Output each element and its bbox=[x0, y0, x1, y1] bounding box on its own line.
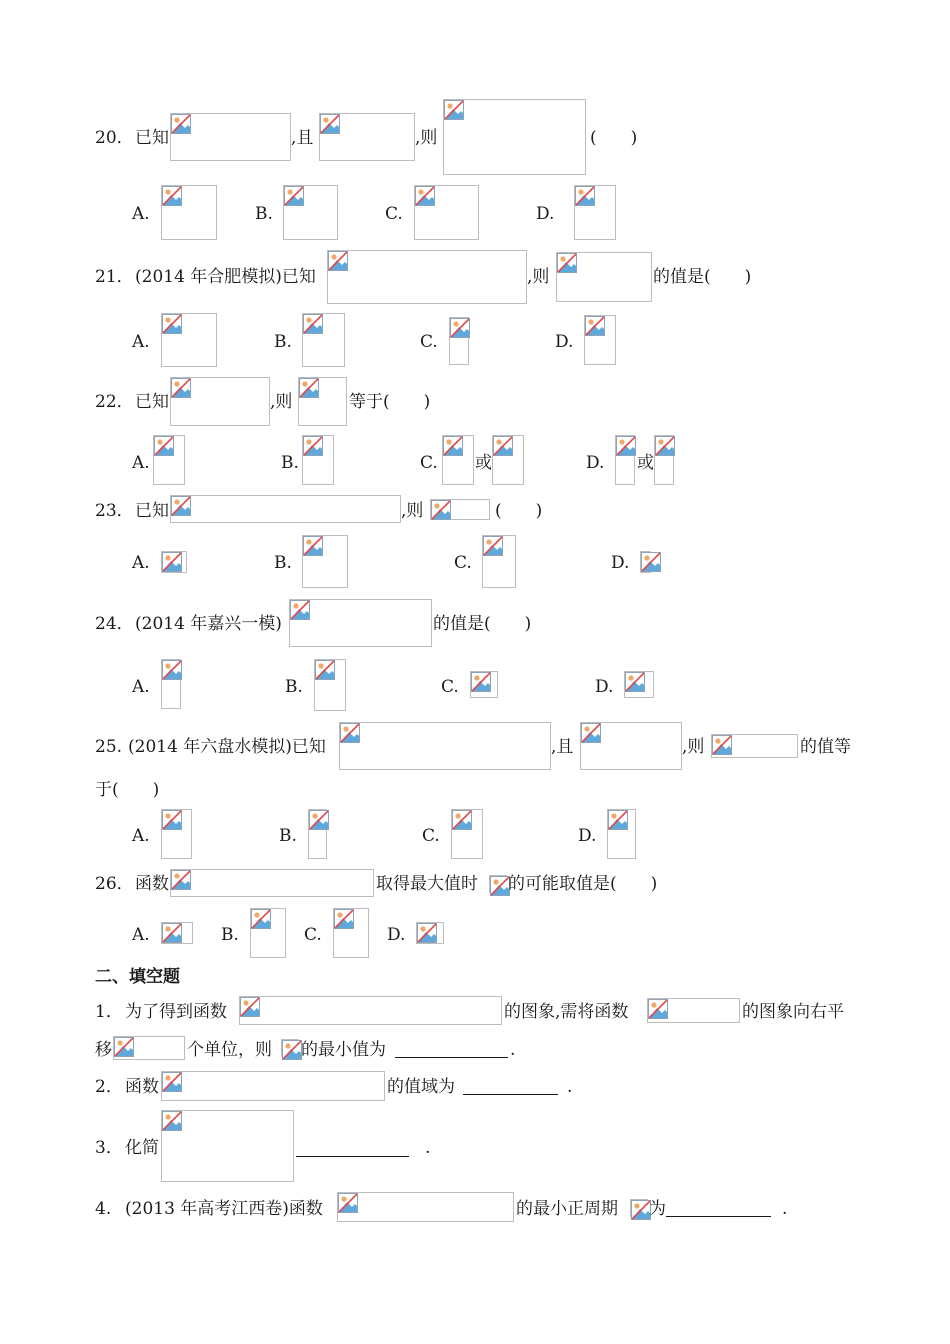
broken-image-icon bbox=[303, 436, 323, 456]
or-text: 或 bbox=[637, 453, 654, 473]
f1-number: 1． bbox=[95, 1002, 123, 1022]
q26-number: 26． bbox=[95, 874, 134, 894]
broken-image-icon bbox=[493, 436, 513, 456]
option-label: D. bbox=[536, 204, 555, 224]
option-image bbox=[492, 435, 524, 485]
broken-image-icon bbox=[585, 316, 605, 336]
broken-image-icon bbox=[625, 672, 645, 692]
broken-image-icon bbox=[171, 378, 191, 398]
broken-image-icon bbox=[490, 876, 510, 896]
q24-number: 24． bbox=[95, 614, 134, 634]
broken-image-icon bbox=[415, 186, 435, 206]
broken-image-icon bbox=[284, 186, 304, 206]
q21-number: 21． bbox=[95, 267, 134, 287]
option-image bbox=[654, 435, 674, 485]
f1-text: 的图象向右平 bbox=[742, 1002, 844, 1022]
option-image bbox=[161, 313, 217, 367]
option-label: C. bbox=[385, 204, 403, 224]
answer-blank[interactable] bbox=[395, 1056, 508, 1058]
option-image bbox=[161, 809, 192, 859]
q20-text: ,且 bbox=[291, 128, 314, 148]
broken-image-icon bbox=[114, 1037, 134, 1057]
q23-number: 23． bbox=[95, 501, 134, 521]
formula-image bbox=[711, 734, 798, 758]
formula-image bbox=[327, 250, 527, 304]
f4-text: (2013 年高考江西卷)函数 bbox=[125, 1199, 323, 1219]
broken-image-icon bbox=[240, 997, 260, 1017]
q25-text: ,且 bbox=[551, 737, 574, 757]
option-image bbox=[153, 435, 185, 485]
q25-text: (2014 年六盘水模拟)已知 bbox=[128, 737, 326, 757]
formula-image bbox=[298, 377, 347, 426]
f1-end: . bbox=[510, 1040, 516, 1060]
broken-image-icon bbox=[575, 186, 595, 206]
f3-text: 化简 bbox=[125, 1138, 159, 1158]
q22-text: 已知 bbox=[135, 392, 169, 412]
broken-image-icon bbox=[162, 923, 182, 943]
broken-image-icon bbox=[162, 314, 182, 334]
broken-image-icon bbox=[162, 552, 182, 572]
option-label: C. bbox=[420, 332, 438, 352]
broken-image-icon bbox=[309, 810, 329, 830]
broken-image-icon bbox=[162, 1111, 182, 1131]
option-image bbox=[482, 535, 516, 588]
f2-text: 函数 bbox=[125, 1077, 159, 1097]
q26-text: 的可能取值是( ) bbox=[508, 874, 658, 894]
option-label: D. bbox=[586, 453, 605, 473]
option-label: D. bbox=[595, 677, 614, 697]
broken-image-icon bbox=[299, 378, 319, 398]
broken-image-icon bbox=[471, 672, 491, 692]
option-label: B. bbox=[274, 332, 292, 352]
option-image bbox=[624, 671, 654, 698]
option-image bbox=[161, 659, 181, 709]
section-title: 二、填空题 bbox=[95, 967, 180, 987]
formula-image bbox=[319, 113, 415, 161]
f2-text: 的值域为 bbox=[387, 1077, 455, 1097]
formula-image bbox=[161, 1110, 294, 1182]
broken-image-icon bbox=[340, 723, 360, 743]
option-label: A. bbox=[132, 826, 150, 846]
q25-text: ,则 bbox=[682, 737, 705, 757]
option-label: D. bbox=[578, 826, 597, 846]
f3-number: 3． bbox=[95, 1138, 123, 1158]
formula-image bbox=[239, 996, 502, 1025]
formula-image bbox=[580, 722, 682, 770]
option-label: D. bbox=[555, 332, 574, 352]
f1-text: 移 bbox=[95, 1040, 112, 1060]
option-image bbox=[302, 313, 345, 367]
broken-image-icon bbox=[452, 810, 472, 830]
broken-image-icon bbox=[154, 436, 174, 456]
formula-image bbox=[630, 1199, 648, 1217]
broken-image-icon bbox=[162, 810, 182, 830]
option-label: C. bbox=[454, 553, 472, 573]
f4-text: 为 bbox=[649, 1199, 666, 1219]
broken-image-icon bbox=[443, 436, 463, 456]
broken-image-icon bbox=[320, 114, 340, 134]
f2-end: . bbox=[567, 1077, 573, 1097]
option-image bbox=[615, 435, 635, 485]
option-image bbox=[414, 185, 479, 240]
option-image bbox=[451, 809, 483, 859]
broken-image-icon bbox=[328, 251, 348, 271]
broken-image-icon bbox=[162, 1072, 182, 1092]
option-image bbox=[250, 908, 286, 958]
formula-image bbox=[647, 998, 740, 1023]
option-label: B. bbox=[279, 826, 297, 846]
option-label: C. bbox=[441, 677, 459, 697]
option-label: B. bbox=[285, 677, 303, 697]
f1-text: 为了得到函数 bbox=[125, 1002, 227, 1022]
f1-text: 的最小值为 bbox=[301, 1040, 386, 1060]
formula-image bbox=[281, 1039, 299, 1057]
q20-paren: ( ) bbox=[590, 128, 638, 148]
broken-image-icon bbox=[712, 735, 732, 755]
broken-image-icon bbox=[581, 723, 601, 743]
formula-image bbox=[170, 113, 291, 161]
broken-image-icon bbox=[334, 909, 354, 929]
broken-image-icon bbox=[648, 999, 668, 1019]
option-label: C. bbox=[304, 925, 322, 945]
formula-image bbox=[339, 722, 551, 770]
option-image bbox=[302, 435, 334, 485]
option-label: A. bbox=[132, 453, 150, 473]
broken-image-icon bbox=[171, 114, 191, 134]
q23-text: ,则 bbox=[401, 501, 424, 521]
option-image bbox=[161, 922, 193, 944]
q22-text: 等于( ) bbox=[349, 392, 431, 412]
option-image bbox=[308, 809, 327, 859]
broken-image-icon bbox=[444, 100, 464, 120]
broken-image-icon bbox=[171, 870, 191, 890]
formula-image bbox=[170, 377, 270, 426]
q26-text: 函数 bbox=[135, 874, 169, 894]
option-image bbox=[640, 551, 651, 573]
broken-image-icon bbox=[557, 253, 577, 273]
broken-image-icon bbox=[450, 318, 470, 338]
q25-number: 25. bbox=[95, 737, 123, 757]
formula-image bbox=[161, 1071, 385, 1101]
q24-text: 的值是( ) bbox=[433, 614, 532, 634]
broken-image-icon bbox=[431, 500, 451, 520]
formula-image bbox=[170, 495, 401, 523]
option-label: D. bbox=[387, 925, 406, 945]
broken-image-icon bbox=[303, 314, 323, 334]
broken-image-icon bbox=[338, 1193, 358, 1213]
option-label: A. bbox=[132, 553, 150, 573]
f2-number: 2． bbox=[95, 1077, 123, 1097]
broken-image-icon bbox=[290, 600, 310, 620]
formula-image bbox=[443, 99, 586, 175]
option-image bbox=[584, 315, 616, 365]
formula-image bbox=[113, 1036, 185, 1060]
q25-text: 的值等 bbox=[800, 737, 851, 757]
f1-text: 的图象,需将函数 bbox=[504, 1002, 629, 1022]
option-image bbox=[314, 659, 346, 711]
q21-text: ,则 bbox=[527, 267, 550, 287]
broken-image-icon bbox=[417, 923, 437, 943]
option-label: A. bbox=[132, 925, 150, 945]
formula-image bbox=[556, 252, 652, 302]
option-image bbox=[161, 551, 187, 573]
q20-text: ,则 bbox=[415, 128, 438, 148]
broken-image-icon bbox=[655, 436, 675, 456]
q23-text: 已知 bbox=[135, 501, 169, 521]
q21-text: (2014 年合肥模拟)已知 bbox=[135, 267, 316, 287]
broken-image-icon bbox=[631, 1200, 651, 1220]
option-image bbox=[607, 809, 636, 859]
f4-number: 4. bbox=[95, 1199, 112, 1219]
broken-image-icon bbox=[282, 1040, 302, 1060]
formula-image bbox=[170, 869, 374, 897]
broken-image-icon bbox=[483, 536, 503, 556]
formula-image bbox=[489, 875, 507, 893]
option-label: B. bbox=[255, 204, 273, 224]
q24-text: (2014 年嘉兴一模) bbox=[135, 614, 282, 634]
broken-image-icon bbox=[303, 536, 323, 556]
q20-number: 20． bbox=[95, 128, 134, 148]
option-label: A. bbox=[132, 677, 150, 697]
formula-image bbox=[289, 599, 432, 647]
option-image bbox=[161, 185, 217, 240]
broken-image-icon bbox=[162, 660, 182, 680]
option-label: C. bbox=[422, 826, 440, 846]
option-label: A. bbox=[132, 332, 150, 352]
answer-blank[interactable] bbox=[463, 1093, 558, 1095]
q22-text: ,则 bbox=[270, 392, 293, 412]
broken-image-icon bbox=[608, 810, 628, 830]
q21-text: 的值是( ) bbox=[653, 267, 752, 287]
option-label: B. bbox=[281, 453, 299, 473]
q23-paren: ( ) bbox=[495, 501, 543, 521]
answer-blank[interactable] bbox=[666, 1215, 771, 1217]
f4-text: 的最小正周期 bbox=[516, 1199, 618, 1219]
broken-image-icon bbox=[641, 552, 661, 572]
option-image bbox=[416, 922, 444, 944]
option-label: C. bbox=[420, 453, 438, 473]
option-image bbox=[283, 185, 338, 240]
q22-number: 22． bbox=[95, 392, 134, 412]
option-image bbox=[333, 908, 369, 958]
formula-image bbox=[337, 1192, 514, 1222]
q25-text: 于( ) bbox=[95, 780, 160, 800]
f4-end: . bbox=[782, 1199, 788, 1219]
broken-image-icon bbox=[251, 909, 271, 929]
broken-image-icon bbox=[171, 496, 191, 516]
f1-text: 个单位，则 bbox=[187, 1040, 272, 1060]
option-image bbox=[302, 535, 348, 588]
option-image bbox=[442, 435, 474, 485]
broken-image-icon bbox=[315, 660, 335, 680]
option-image bbox=[470, 671, 498, 698]
q26-text: 取得最大值时 bbox=[376, 874, 478, 894]
option-label: D. bbox=[611, 553, 630, 573]
formula-image bbox=[430, 499, 490, 520]
f3-end: . bbox=[425, 1138, 431, 1158]
q20-text: 已知 bbox=[135, 128, 169, 148]
option-label: B. bbox=[274, 553, 292, 573]
broken-image-icon bbox=[616, 436, 636, 456]
broken-image-icon bbox=[162, 186, 182, 206]
answer-blank[interactable] bbox=[296, 1155, 409, 1157]
option-label: B. bbox=[221, 925, 239, 945]
or-text: 或 bbox=[475, 453, 492, 473]
option-image bbox=[449, 317, 469, 365]
option-image bbox=[574, 185, 616, 240]
option-label: A. bbox=[132, 204, 150, 224]
